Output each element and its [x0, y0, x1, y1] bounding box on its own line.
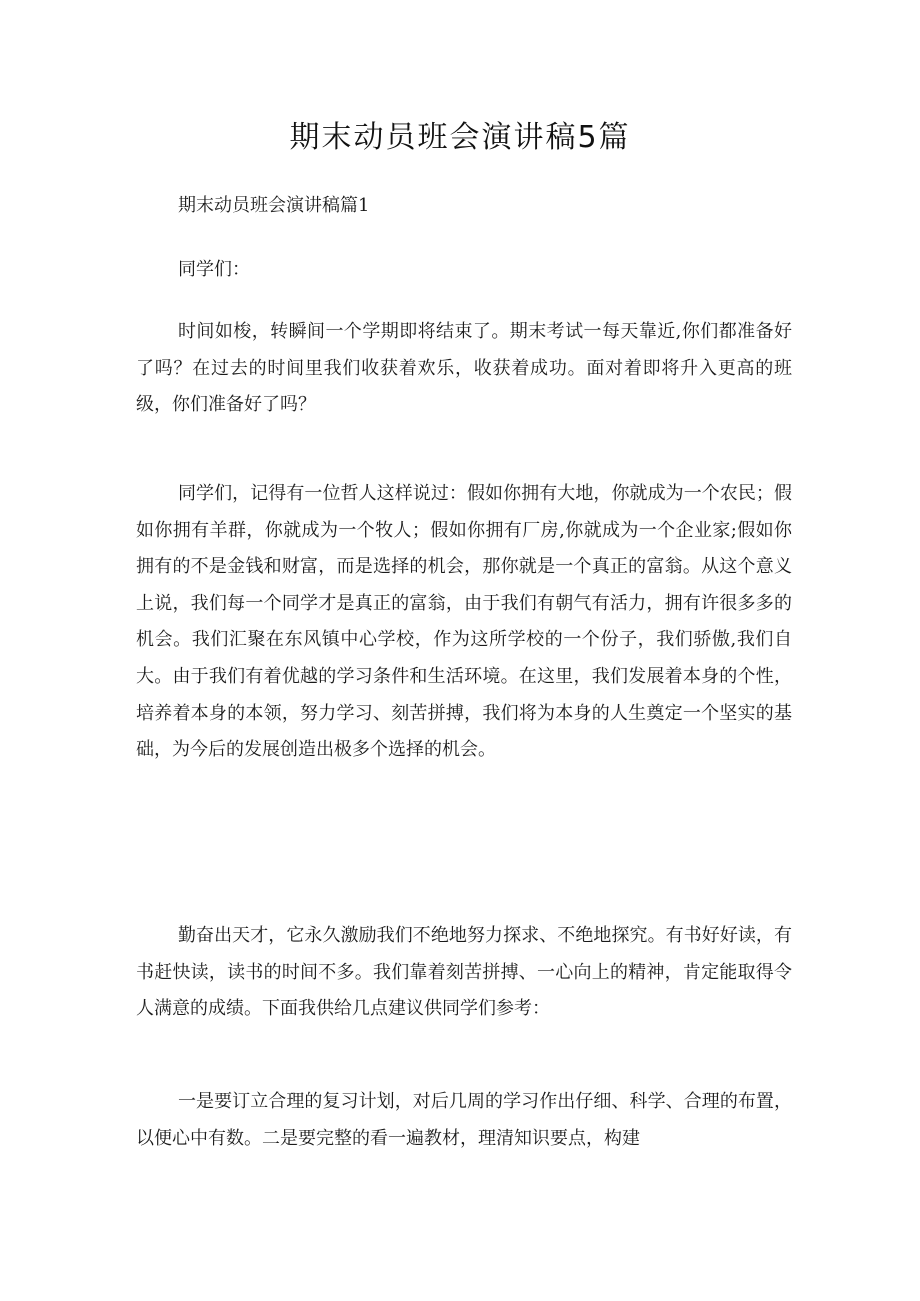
body-paragraph-1: 时间如梭，转瞬间一个学期即将结束了。期末考试一每天靠近,你们都准备好了吗？在过去的时间里我们收获着欢乐，收获着成功。面对着即将升入更高的班级，你们准备好了吗？: [136, 321, 792, 416]
body-paragraph-2: 同学们，记得有一位哲人这样说过：假如你拥有大地，你就成为一个农民；假如你拥有羊群，你就成为一个牧人；假如你拥有厂房,你就成为一个企业家;假如你拥有的不是金钱和财富，而是选择的机会，那你就是一个真正的富翁。从这个意义上说，我们每一个同学才是真正的富翁，由于我们有朝气有活力，拥有许很多多的机会。我们汇聚在东风镇中心学校，作为这所学校的一个份子，我们骄傲,我们自大。由于我们有着优越的学习条件和生活环境。在这里，我们发展着本身的个性，培养着本身的本领，努力学习、刻苦拼搏，我们将为本身的人生奠定一个坚实的基础，为今后的发展创造出极多个选择的机会。: [136, 483, 792, 761]
greeting-paragraph: 同学们：: [178, 259, 250, 280]
section-title: 期末动员班会演讲稿篇1: [178, 195, 370, 216]
body-paragraph-4: 一是要订立合理的复习计划，对后几周的学习作出仔细、科学、合理的布置，以便心中有数。二是要完整的看一遍教材，理清知识要点，构建: [136, 1091, 792, 1149]
body-paragraph-3: 勤奋出天才，它永久激励我们不绝地努力探求、不绝地探究。有书好好读，有书赶快读，读书的时间不多。我们靠着刻苦拼搏、一心向上的精神，肯定能取得令人满意的成绩。下面我供给几点建议供同学们参考：: [136, 925, 792, 1020]
document-title: 期末动员班会演讲稿5篇: [289, 120, 631, 155]
